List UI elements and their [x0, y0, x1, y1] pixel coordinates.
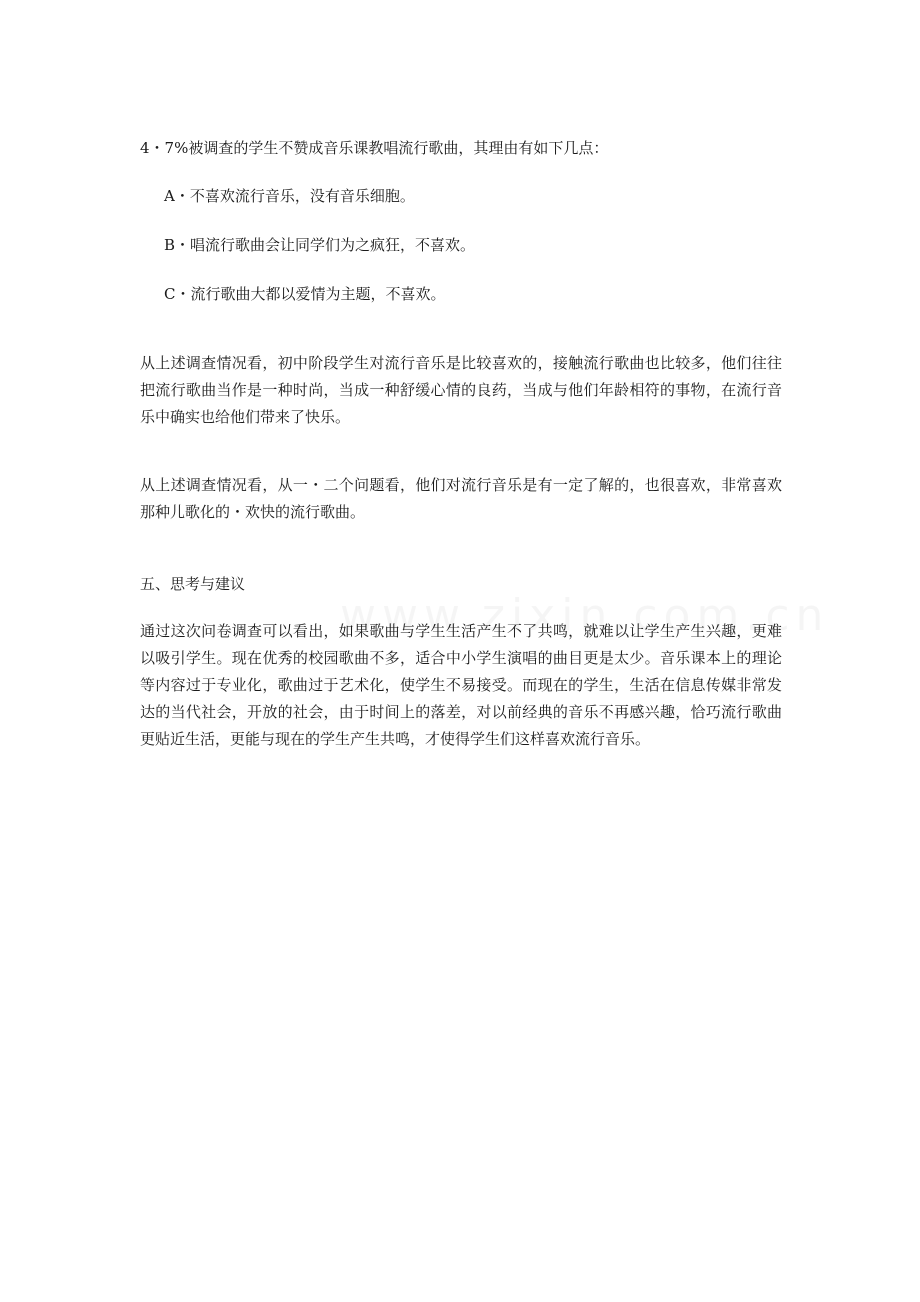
paragraph-survey-conclusion: 从上述调查情况看，从一・二个问题看，他们对流行音乐是有一定了解的，也很喜欢，非常喜欢那种儿歌化的・欢快的流行歌曲。: [140, 476, 782, 521]
reason-c: C・流行歌曲大都以爱情为主题，不喜欢。: [164, 285, 446, 303]
reason-b: B・唱流行歌曲会让同学们为之疯狂，不喜欢。: [164, 236, 476, 254]
section-heading: 五、思考与建议: [140, 575, 246, 593]
reason-a: A・不喜欢流行音乐，没有音乐细胞。: [164, 187, 415, 205]
intro-line: 4・7%被调查的学生不赞成音乐课教唱流行歌曲，其理由有如下几点：: [140, 139, 609, 157]
paragraph-reflection: 通过这次问卷调查可以看出，如果歌曲与学生生活产生不了共鸣，就难以让学生产生兴趣，更难以吸引学生。现在优秀的校园歌曲不多，适合中小学生演唱的曲目更是太少。音乐课本上的理论等内容过于专业化，歌曲过于艺术化，使学生不易接受。而现在的学生，生活在信息传媒非常发达的当代社会，开放的社会，由于时间上的落差，对以前经典的音乐不再感兴趣，恰巧流行歌曲更贴近生活，更能与现在的学生产生共鸣，才使得学生们这样喜欢流行音乐。: [140, 622, 782, 748]
paragraph-survey-summary: 从上述调查情况看，初中阶段学生对流行音乐是比较喜欢的，接触流行歌曲也比较多，他们往往把流行歌曲当作是一种时尚，当成一种舒缓心情的良药，当成与他们年龄相符的事物，在流行音乐中确实也给他们带来了快乐。: [140, 354, 782, 426]
